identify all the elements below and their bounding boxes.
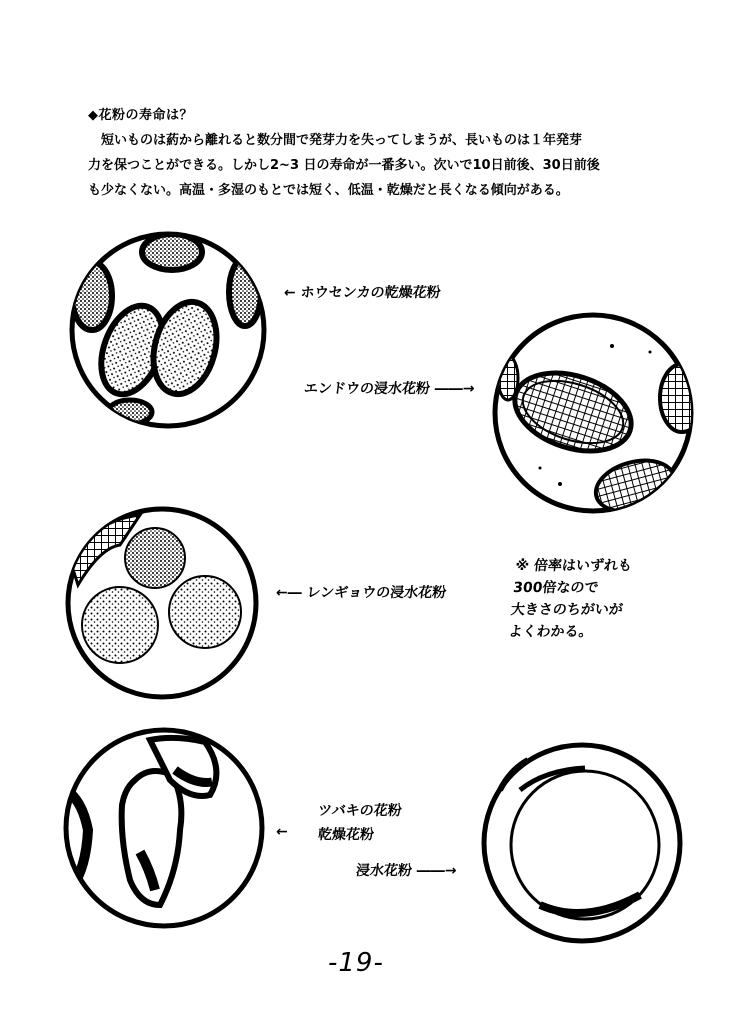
label-camellia-wet: 浸水花粉 ――→ — [355, 863, 458, 879]
note-line: 300倍なので — [512, 580, 600, 596]
camellia-wet-pollen-image — [484, 745, 680, 941]
note-line: よくわかる。 — [507, 624, 594, 640]
section-heading: ◆花粉の寿命は？ — [88, 108, 193, 123]
label-camellia: ツバキの花粉 — [317, 803, 403, 819]
magnification-note — [507, 555, 633, 643]
label-camellia-dry: 乾燥花粉 — [317, 827, 375, 843]
note-line: 大きさのちがいが — [510, 602, 624, 618]
impatiens-dry-pollen-image — [72, 234, 264, 426]
note-line: ※ 倍率はいずれも — [514, 558, 633, 574]
label-camellia-arrow: ← — [275, 824, 289, 840]
paragraph-line: も少なくない。高温・多湿のもとでは短く、低温・乾燥だと長くなる傾向がある。 — [88, 183, 569, 198]
paragraph-line: 短いものは葯から離れると数分間で発芽力を失ってしまうが、長いものは１年発芽 — [88, 133, 583, 148]
paragraph-line: 力を保つことができる。しかし2~3 日の寿命が一番多い。次いで10日前後、30日前後 — [88, 158, 600, 173]
page-number: -19- — [328, 948, 384, 978]
pea-wet-pollen-image — [495, 315, 704, 520]
camellia-dry-pollen-image — [66, 730, 262, 926]
label-impatiens: ← ホウセンカの乾燥花粉 — [283, 285, 442, 301]
label-forsythia: ←― レンギョウの浸水花粉 — [275, 585, 448, 601]
forsythia-wet-pollen-image — [68, 509, 256, 697]
label-pea: エンドウの浸水花粉 ――→ — [303, 381, 476, 397]
